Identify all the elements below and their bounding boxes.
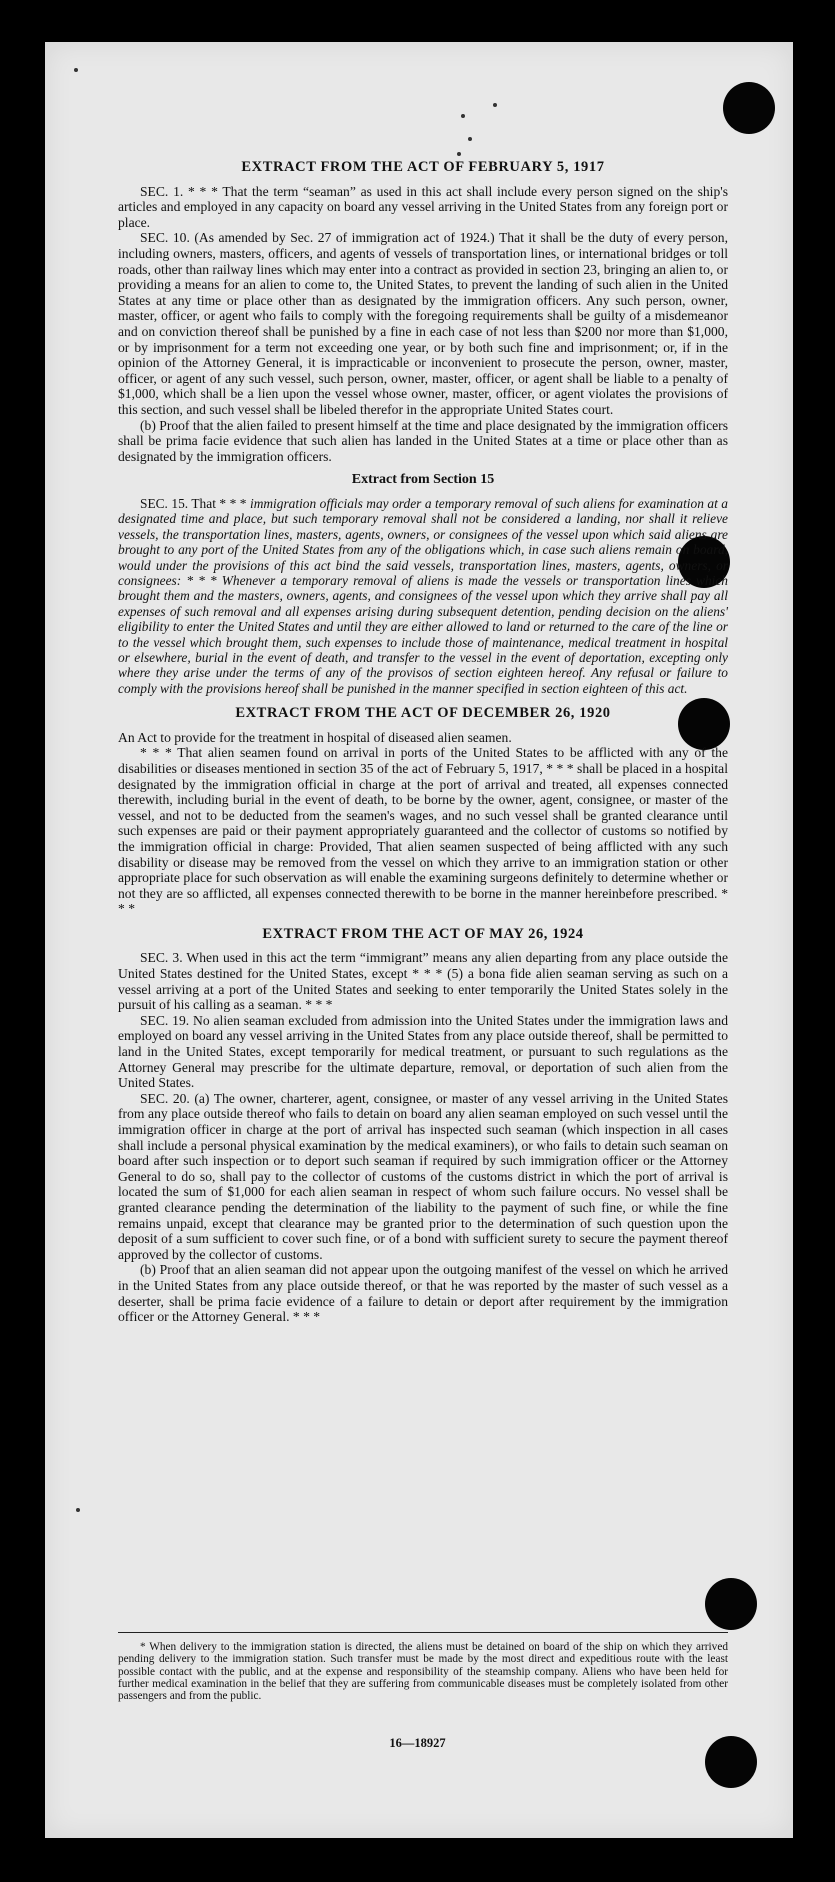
heading-act-1924: EXTRACT FROM THE ACT OF MAY 26, 1924 — [262, 925, 584, 942]
section-15-lead: SEC. 15. That * * * — [140, 495, 247, 511]
heading-act-1917: EXTRACT FROM THE ACT OF FEBRUARY 5, 1917 — [241, 159, 605, 175]
section-20b-paragraph: (b) Proof that an alien seaman did not appear upon the outgoing manifest of the vessel on which he arrived in the United States from any place outside thereof, or that he was reported by the master of such vessel as a deserter, shall be prima facie evidence of a failure to detain or deport after requirement by the immigration officer or the Attorney General. * * * — [118, 1262, 728, 1325]
heading-section-15: Extract from Section 15 — [351, 472, 495, 488]
heading-act-1920: EXTRACT FROM THE ACT OF DECEMBER 26, 1920 — [235, 705, 611, 722]
speck-icon — [74, 68, 78, 72]
section-1-paragraph: SEC. 1. * * * That the term “seaman” as used in this act shall include every person signed on the ship's articles and employed in any capacity on board any vessel arriving in the United States from any foreign port or place. — [118, 183, 728, 230]
document-body — [118, 160, 728, 1325]
form-code: 16—18927 — [389, 1736, 446, 1750]
punch-hole-icon — [705, 1578, 757, 1630]
footnote — [118, 1632, 728, 1702]
section-3-paragraph: SEC. 3. When used in this act the term “immigrant” means any alien departing from any place outside the United States destined for the United States, except * * * (5) a bona fide alien seaman serving as such on a vessel arriving at a port of the United States and seeking to enter temporarily the United States solely in the pursuit of his calling as a seaman. * * * — [118, 950, 728, 1013]
section-20a-paragraph: SEC. 20. (a) The owner, charterer, agent, consignee, or master of any vessel arriving in the United States from any place outside thereof who fails to detain on board any alien seaman employed on such vessel until the immigration officer in charge at the port of arrival has inspected such seaman (which inspection in all cases shall include a personal physical examination by the medical examiners), or who fails to detain such seaman on board after such inspection or to deport such seaman if required by such immigration officer or the Attorney General to do so, shall pay to the collector of customs of the customs district in which the port of arrival is located the sum of $1,000 for each alien seaman in respect of whom such failure occurs. No vessel shall be granted clearance pending the determination of the liability to the payment of such fine, or while the fine remains unpaid, except that clearance may be granted prior to the determination of such question upon the deposit of a sum sufficient to cover such fine, or of a bond with sufficient surety to secure the payment thereof approved by the collector of customs. — [118, 1090, 728, 1262]
section-15-paragraph — [118, 496, 728, 696]
speck-icon — [457, 152, 461, 156]
section-19-paragraph: SEC. 19. No alien seaman excluded from admission into the United States under the immigration laws and employed on board any vessel arriving in the United States from any place outside thereof, shall be permitted to land in the United States, except temporarily for medical treatment, or pursuant to such regulations as the Attorney General may prescribe for the ultimate departure, removal, or deportation of such alien from the United States. — [118, 1012, 728, 1091]
speck-icon — [76, 1508, 80, 1512]
act-1920-title: An Act to provide for the treatment in hospital of diseased alien seamen. — [118, 729, 512, 745]
section-15-body: immigration officials may order a temporary removal of such aliens for examination at a designated time and place, but such temporary removal shall not be considered a landing, nor shall it relieve vessels, the transportation lines, masters, agents, owners, or consignees of the vessel upon which said aliens are brought to any port of the United States from any of the obligations which, in case such aliens remain on board, would under the provisions of this act bind the said vessels, transportation lines, masters, agents, owners, or consignees: * * * Whenever a temporary removal of aliens is made the vessels or transportation lines which brought them and the masters, owners, agents, and consignees of the vessel upon which they arrive shall pay all expenses of such removal and all expenses arising during subsequent detention, pending decision on the aliens' eligibility to enter the United States and until they are either allowed to land or returned to the care of the line or to the vessel which brought them, such expenses to include those of maintenance, medical treatment in hospital or elsewhere, burial in the event of death, and transfer to the vessel in the event of deportation, excepting only where they arise under the terms of any of the provisos of section eighteen hereof. Any refusal or failure to comply with the provisions hereof shall be punished in the manner specified in section eighteen of this act. — [118, 495, 728, 696]
footnote-text: * When delivery to the immigration station is directed, the aliens must be detained on board of the ship on which they arrived pending delivery to the immigration station. Such transfer must be made by the most direct and expeditious route with the least possible contact with the public, and at the expense and responsibility of the steamship company. Aliens who have been held for further medical examination in the belief that they are suffering from communicable diseases must be completely isolated from other passengers and from the public. — [118, 1641, 728, 1703]
act-1920-paragraph: * * * That alien seamen found on arrival in ports of the United States to be afflicted with any of the disabilities or diseases mentioned in section 35 of the act of February 5, 1917, * * * shall be placed in a hospital designated by the immigration official in charge at the port of arrival and treated, all expenses connected therewith, including burial in the event of death, to be borne by the owner, agent, consignee, or master of the vessel, and not to be deducted from the seamen's wages, and no such vessel shall be granted clearance until such expenses are paid or their payment appropriately guaranteed and the collector of customs so notified by the immigration official in charge: Provided, That alien seamen suspected of being afflicted with any such disability or disease may be removed from the vessel on which they arrive to an immigration station or other appropriate place for such observation as will enable the examining surgeons definitely to determine whether or not they are so afflicted, all expenses connected therewith to be borne in the manner hereinbefore prescribed. * * * — [118, 745, 728, 917]
speck-icon — [493, 103, 497, 107]
speck-icon — [461, 114, 465, 118]
section-10b-paragraph: (b) Proof that the alien failed to present himself at the time and place designated by the immigration officers shall be prima facie evidence that such alien has landed in the United States at a time or place other than as designated by the immigration officers. — [118, 417, 728, 464]
section-10-paragraph: SEC. 10. (As amended by Sec. 27 of immigration act of 1924.) That it shall be the duty of every person, including owners, masters, officers, and agents of vessels of transportation lines, or international bridges or toll roads, other than railway lines which may enter into a contract as provided in section 23, bringing an alien to, or providing a means for an alien to come to, the United States, to prevent the landing of such alien in the United States at any time or place other than as designated by the immigration officers. Any such person, owner, master, officer, or agent who fails to comply with the foregoing requirements shall be guilty of a misdemeanor and on conviction thereof shall be punished by a fine in each case of not less than $200 nor more than $1,000, or by imprisonment for a term not exceeding one year, or by both such fine and imprisonment; or, if in the opinion of the Attorney General, it is impracticable or inconvenient to prosecute the person, owner, master, officer, or agent of any such vessel, such person, owner, master, officer, or agent shall be liable to a penalty of $1,000, which shall be a lien upon the vessel whose owner, master, officer, or agent violates the provisions of this section, and such vessel shall be libeled therefor in the appropriate United States court. — [118, 230, 728, 417]
speck-icon — [468, 137, 472, 141]
punch-hole-icon — [723, 82, 775, 134]
